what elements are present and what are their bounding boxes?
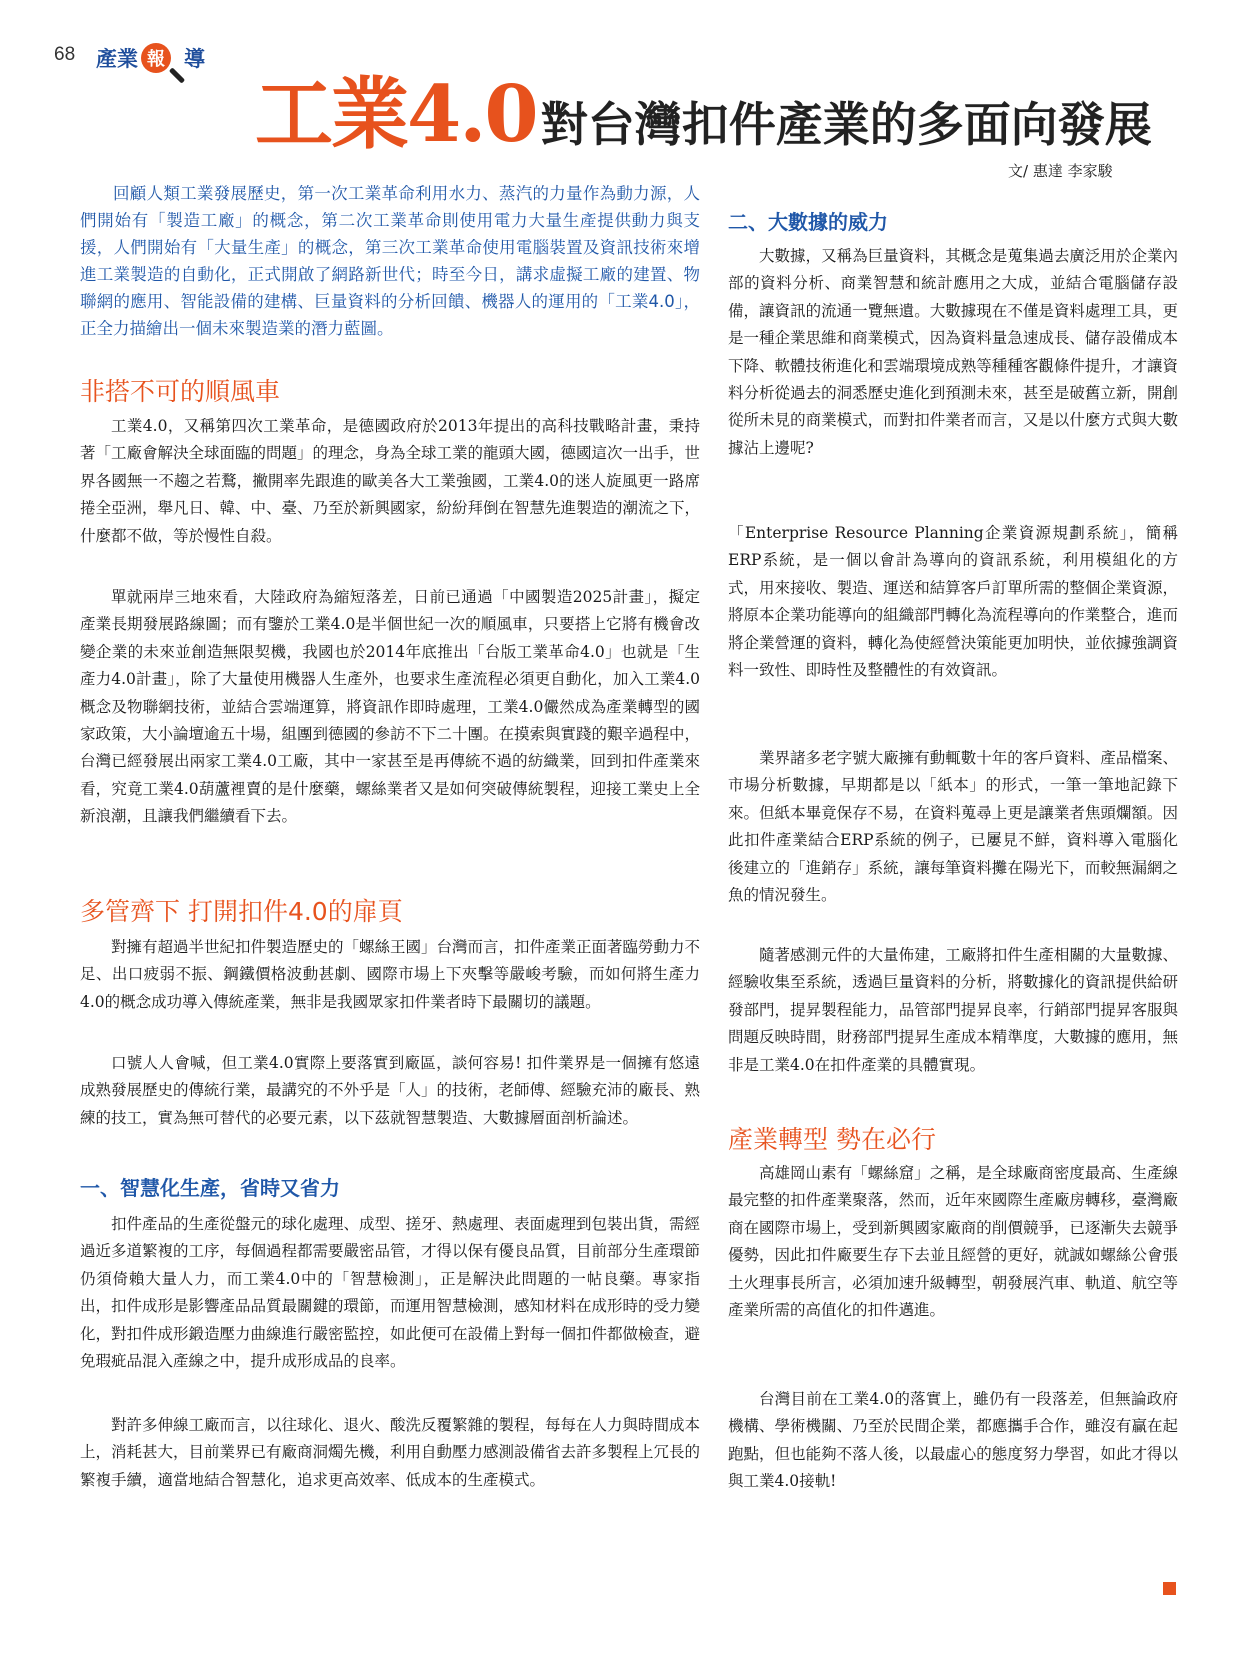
heading-multi-pronged: 多管齊下 打開扣件4.0的扉頁 [80, 897, 403, 926]
page-number: 68 [54, 44, 76, 65]
paragraph: 對擁有超過半世紀扣件製造歷史的「螺絲王國」台灣而言，扣件產業正面著臨勞動力不足、出口疲弱不振、鋼鐵價格波動甚劇、國際市場上下夾擊等嚴峻考驗，而如何將生產力4.0的概念成功導入傳統產業，無非是我國眾家扣件業者時下最關切的議題。 [80, 938, 701, 1011]
heading-big-data: 二、大數據的威力 [728, 210, 888, 234]
paragraph: 對許多伸線工廠而言，以往球化、退火、酸洗反覆繁雜的製程，每每在人力與時間成本上，消耗甚大，目前業界已有廠商洞燭先機，利用自動壓力感測設備省去許多製程上冗長的繁複手續，適當地結合智慧化，追求更高效率、低成本的生產模式。 [80, 1416, 701, 1489]
paragraph: 業界諸多老字號大廠擁有動輒數十年的客戶資料、產品檔案、市場分析數據，早期都是以「紙本」的形式，一筆一筆地記錄下來。但紙本畢竟保存不易，在資料蒐尋上更是讓業者焦頭爛額。因此扣件產業結合ERP系統的例子，已屢見不鮮，資料導入電腦化後建立的「進銷存」系統，讓每筆資料攤在陽光下，而較無漏網之魚的情況發生。 [728, 749, 1178, 905]
heading-transformation: 產業轉型 勢在必行 [728, 1125, 936, 1154]
magnifier-icon [141, 43, 171, 73]
heading-tailwind: 非搭不可的順風車 [80, 377, 281, 406]
paragraph: 扣件產品的生產從盤元的球化處理、成型、搓牙、熱處理、表面處理到包裝出貨，需經過近多道繁複的工序，每個過程都需要嚴密品管，才得以保有優良品質，目前部分生產環節仍須倚賴大量人力，而工業4.0中的「智慧檢測」，正是解決此問題的一帖良藥。專家指出，扣件成形是影響產品品質最關鍵的環節，而運用智慧檢測，感知材料在成形時的受力變化，對扣件成形鍛造壓力曲線進行嚴密監控，如此便可在設備上對每一個扣件都做檢查，避免瑕疵品混入產線之中，提升成形成品的良率。 [80, 1215, 701, 1371]
section-label [96, 40, 205, 76]
title-main: 對台灣扣件產業的多面向發展 [540, 98, 1152, 153]
paragraph: 口號人人會喊，但工業4.0實際上要落實到廠區，談何容易! 扣件業界是一個擁有悠遠成熟發展歷史的傳統行業，最講究的不外乎是「人」的技術，老師傅、經驗充沛的廠長、熟練的技工，實為無可替代的必要元素，以下茲就智慧製造、大數據層面剖析論述。 [80, 1054, 701, 1127]
section-label-circle-text: 報 [147, 49, 165, 70]
paragraph: 高雄岡山素有「螺絲窟」之稱，是全球廠商密度最高、生產線最完整的扣件產業聚落，然而，近年來國際生產廠房轉移，臺灣廠商在國際市場上，受到新興國家廠商的削價競爭，已逐漸失去競爭優勢，因此扣件廠要生存下去並且經營的更好，就誠如螺絲公會張土火理事長所言，必須加速升級轉型，朝發展汽車、軌道、航空等產業所需的高值化的扣件邁進。 [728, 1164, 1178, 1320]
paragraph: 單就兩岸三地來看，大陸政府為縮短落差，日前已通過「中國製造2025計畫」，擬定產業長期發展路線圖；而有鑒於工業4.0是半個世紀一次的順風車，只要搭上它將有機會改變企業的未來並創造無限契機，我國也於2014年底推出「台版工業革命4.0」也就是「生產力4.0計畫」，除了大量使用機器人生產外，也要求生產流程必須更自動化，加入工業4.0概念及物聯網技術，並結合雲端運算，將資訊作即時處理，工業4.0儼然成為產業轉型的國家政策，大小論壇逾五十場，組團到德國的參訪不下二十團。在摸索與實踐的艱辛過程中，台灣已經發展出兩家工業4.0工廠，其中一家甚至是再傳統不過的紡織業，回到扣件產業來看，究竟工業4.0葫蘆裡賣的是什麼藥，螺絲業者又是如何突破傳統製程，迎接工業史上全新浪潮，且讓我們繼續看下去。 [80, 588, 701, 826]
section-label-text: 產業 [96, 47, 138, 71]
end-mark [1163, 1582, 1176, 1595]
paragraph: 台灣目前在工業4.0的落實上，雖仍有一段落差，但無論政府機構、學術機關、乃至於民間企業，都應攜手合作，雖沒有贏在起跑點，但也能夠不落人後，以最虛心的態度努力學習，如此才得以與工業4.0接軌! [728, 1390, 1178, 1491]
author-byline: 文/ 惠達 李家駿 [1008, 162, 1113, 180]
title-accent: 工業4.0 [255, 69, 537, 160]
paragraph: 工業4.0，又稱第四次工業革命，是德國政府於2013年提出的高科技戰略計畫，秉持著「工廠會解決全球面臨的問題」的理念，身為全球工業的龍頭大國，德國這次一出手，世界各國無一不趨之若鶩，撇開率先跟進的歐美各大工業強國，工業4.0的迷人旋風更一路席捲全亞洲，舉凡日、韓、中、臺、乃至於新興國家，紛紛拜倒在智慧先進製造的潮流之下，什麼都不做，等於慢性自殺。 [80, 417, 701, 545]
heading-smart-production: 一、智慧化生產，省時又省力 [80, 1176, 340, 1200]
paragraph: 「Enterprise Resource Planning企業資源規劃系統」，簡稱ERP系統，是一個以會計為導向的資訊系統，利用模組化的方式，用來接收、製造、運送和結算客戶訂單所需的整個企業資源，將原本企業功能導向的組織部門轉化為流程導向的作業整合，進而將企業營運的資料，轉化為使經營決策能更加明快，並依據強調資料一致性、即時性及整體性的有效資訊。 [728, 524, 1178, 680]
section-label-text-after: 導 [184, 47, 205, 71]
paragraph: 隨著感測元件的大量佈建，工廠將扣件生產相關的大量數據、經驗收集至系統，透過巨量資料的分析，將數據化的資訊提供給研發部門，提昇製程能力，品管部門提昇良率，行銷部門提昇客服與問題反映時間，財務部門提昇生產成本精準度，大數據的應用，無非是工業4.0在扣件產業的具體實現。 [728, 946, 1178, 1074]
page-title [255, 70, 1175, 160]
paragraph: 大數據，又稱為巨量資料，其概念是蒐集過去廣泛用於企業內部的資料分析、商業智慧和統計應用之大成，並結合電腦儲存設備，讓資訊的流通一覽無遺。大數據現在不僅是資料處理工具，更是一種企業思維和商業模式，因為資料量急速成長、儲存設備成本下降、軟體技術進化和雲端環境成熟等種種客觀條件提升，才讓資料分析從過去的洞悉歷史進化到預測未來，甚至是破舊立新，開創從所未見的商業模式，而對扣件業者而言，又是以什麼方式與大數據沾上邊呢? [728, 247, 1178, 457]
intro-paragraph: 回顧人類工業發展歷史，第一次工業革命利用水力、蒸汽的力量作為動力源，人們開始有「製造工廠」的概念，第二次工業革命則使用電力大量生產提供動力與支援，人們開始有「大量生產」的概念，第三次工業革命使用電腦裝置及資訊技術來增進工業製造的自動化，正式開啟了網路新世代；時至今日，講求虛擬工廠的建置、物聯網的應用、智能設備的建構、巨量資料的分析回饋、機器人的運用的「工業4.0」，正全力描繪出一個未來製造業的潛力藍圖。 [80, 184, 700, 338]
